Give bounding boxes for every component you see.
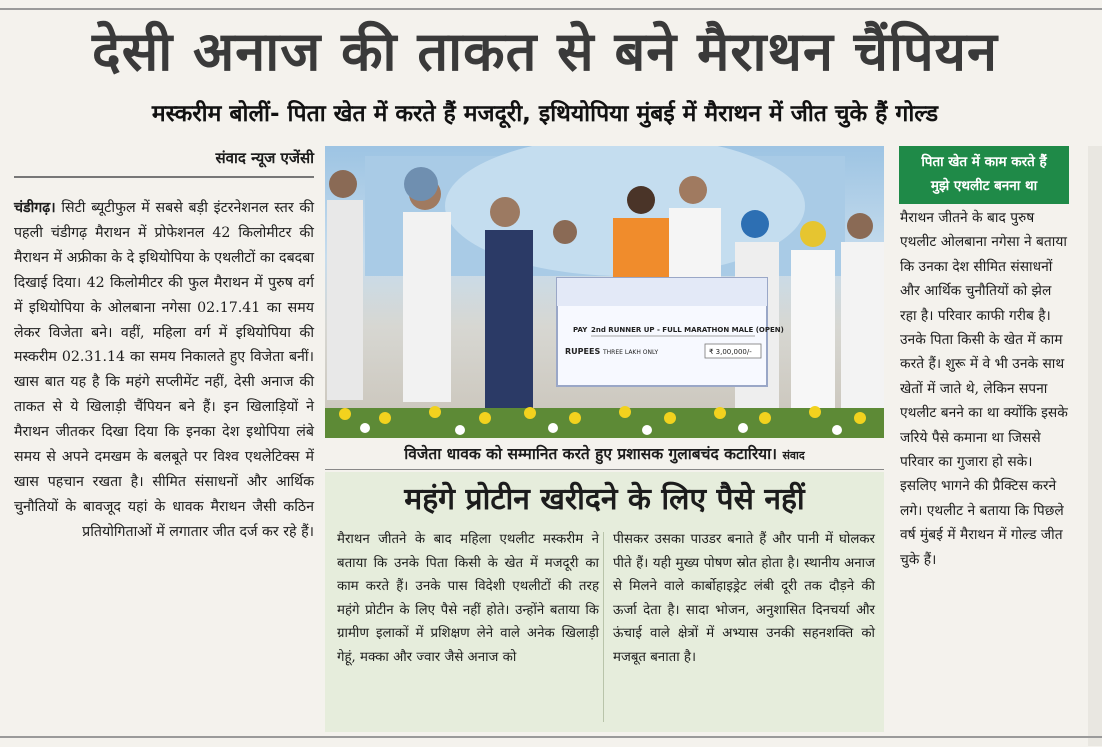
boxed-story-column-2: पीसकर उसका पाउडर बनाते हैं और पानी में घोलकर पीते हैं। यही मुख्य पोषण स्रोत होता है। स्थानीय अनाज से मिलने वाले कार्बोहाइड्रेट लंबी दूरी तक दौड़ने की ऊर्जा देता है। सादा भोजन, अनुशासित दिनचर्या और ऊंचाई वाले क्षेत्रों में अभ्यास उनकी सहनशक्ति को मजबूत बनाता है। bbox=[613, 532, 875, 665]
left-story-text: सिटी ब्यूटीफुल में सबसे बड़ी इंटरनेशनल स्तर की पहली चंडीगढ़ मैराथन में प्रोफेशनल 42 किलोमीटर की मैराथन में अफ्रीका के दे इथियोपिया के एथलीटों का दबदबा दिखाई दिया। 42 किलोमीटर की फुल मैराथन में पुरुष वर्ग में इथियोपिया के ओलबाना नगेसा 02.17.41 का समय लेकर विजेता बने। वहीं, महिला वर्ग में इथियोपिया की मस्करीम 02.31.14 का समय निकालते हुए विजेता बनीं। खास बात यह है कि महंगे सप्लीमेंट नहीं, देसी अनाज की ताकत से ये खिलाड़ी चैंपियन बने हैं। इन खिलाड़ियों ने मैराथन जीतकर दिखा दिया कि इनका देश इथोपिया लंबे समय से अपने दमखम के बलबूते पर विश्व एथलेटिक्स में खास पहचान रखता है। सीमित संसाधनों और आर्थिक चुनौतियों के बावजूद यहां के धावक मैराथन जैसी कठिन प्रतियोगिताओं में लगातार जीत दर्ज कर रहे हैं। bbox=[14, 200, 314, 540]
photo-caption bbox=[325, 440, 884, 470]
side-story-label bbox=[899, 146, 1069, 204]
column-divider bbox=[603, 532, 604, 722]
boxed-story-headline: महंगे प्रोटीन खरीदने के लिए पैसे नहीं bbox=[404, 482, 805, 517]
headline: देसी अनाज की ताकत से बने मैराथन चैंपियन bbox=[92, 20, 998, 83]
side-label-line-1: पिता खेत में काम करते हैं bbox=[921, 154, 1047, 170]
cheque-amount: ₹ 3,00,000/- bbox=[709, 348, 752, 356]
byline-rule bbox=[14, 176, 314, 178]
top-rule bbox=[0, 8, 1102, 10]
subheadline: मस्करीम बोलीं- पिता खेत में करते हैं मजदूरी, इथियोपिया मुंबई में मैराथन में जीत चुके हैं गोल्ड bbox=[151, 101, 939, 127]
cheque bbox=[557, 278, 784, 386]
flower-bed bbox=[325, 408, 884, 438]
side-story-body: मैराथन जीतने के बाद पुरुष एथलीट ओलबाना नगेसा ने बताया कि उनका देश सीमित संसाधनों और आर्थिक चुनौतियों को झेल रहा है। परिवार काफी गरीब है। उनके पिता किसी के खेत में काम करते हैं। शुरू में वे भी उनके साथ खेतों में जाते थे, लेकिन सपना एथलीट बनने का था क्योंकि इसके जरिये पैसे कमाना था जिससे परिवार का गुजारा हो सके। इसलिए भागने की प्रैक्टिस करने लगे। एथलीट ने बताया कि पिछले वर्ष मुंबई में मैराथन में गोल्ड जीत चुके हैं। bbox=[900, 210, 1068, 568]
byline: संवाद न्यूज एजेंसी bbox=[215, 149, 314, 167]
dateline: चंडीगढ़। bbox=[14, 200, 56, 216]
boxed-story bbox=[325, 472, 884, 732]
caption-text: विजेता धावक को सम्मानित करते हुए प्रशासक गुलाबचंद कटारिया। bbox=[404, 445, 778, 463]
cheque-pay-label: PAY bbox=[573, 326, 588, 334]
caption-rule bbox=[325, 469, 884, 470]
bottom-rule bbox=[0, 736, 1102, 738]
side-label-line-2: मुझे एथलीट बनना था bbox=[930, 178, 1038, 194]
cheque-words: THREE LAKH ONLY bbox=[603, 349, 659, 356]
left-story-body bbox=[14, 196, 314, 545]
adjacent-page-edge bbox=[1088, 146, 1102, 746]
cheque-rupees-label: RUPEES bbox=[565, 347, 601, 356]
photo-illustration bbox=[325, 146, 884, 438]
cheque-title: 2nd RUNNER UP - FULL MARATHON MALE (OPEN) bbox=[591, 326, 784, 334]
news-photo bbox=[325, 146, 884, 438]
caption-credit: संवाद bbox=[782, 449, 805, 462]
boxed-story-column-1: मैराथन जीतने के बाद महिला एथलीट मस्करीम ने बताया कि उनके पिता किसी के खेत में मजदूरी का काम करते हैं। उनके पास विदेशी एथलीटों की तरह महंगे प्रोटीन के लिए पैसे नहीं होते। उन्होंने बताया कि ग्रामीण इलाकों में प्रशिक्षण लेने वाले अनेक खिलाड़ी गेहूं, मक्का और ज्वार जैसे अनाज को bbox=[337, 532, 599, 665]
